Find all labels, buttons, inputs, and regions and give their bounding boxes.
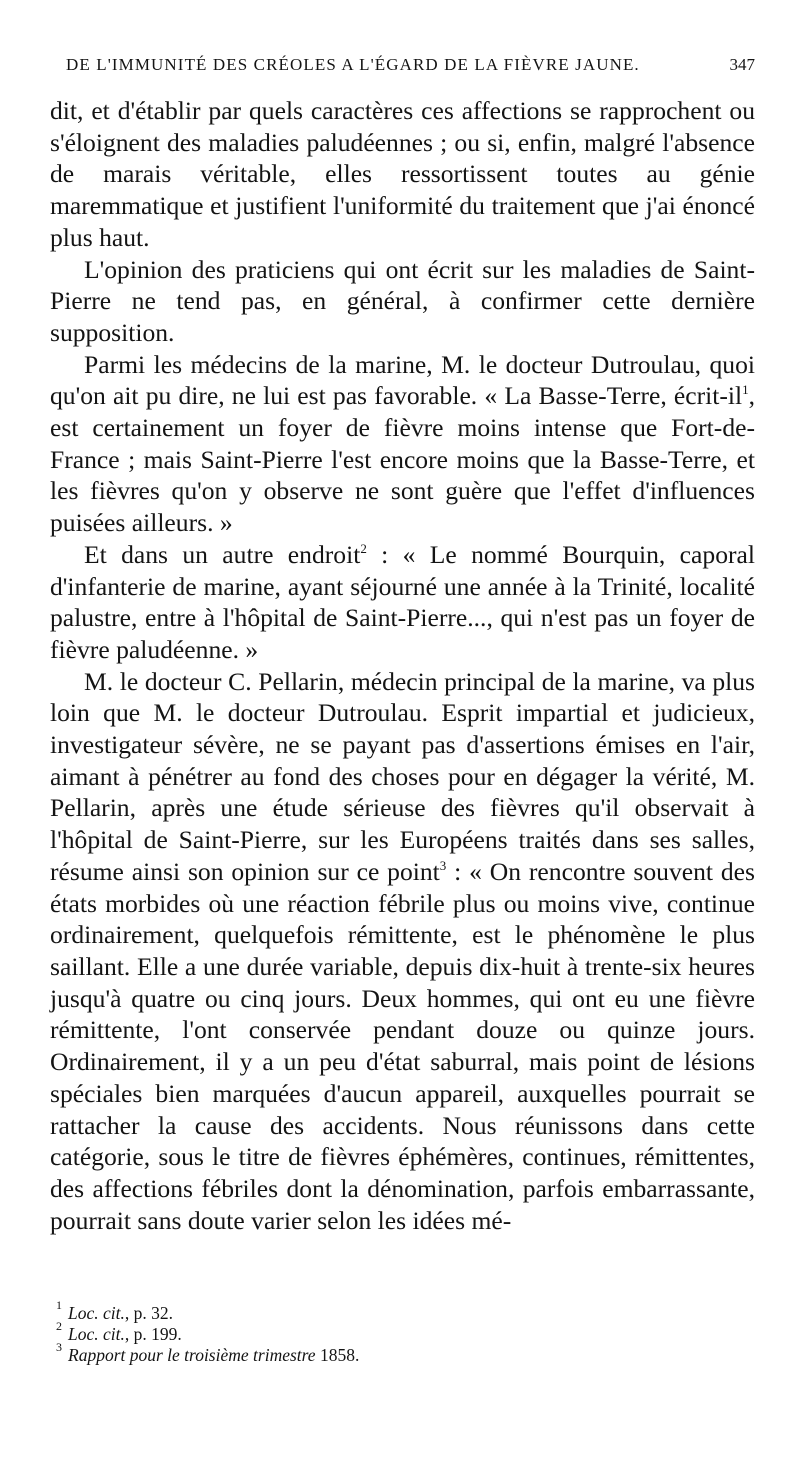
running-header — [50, 55, 755, 95]
paragraph — [50, 666, 755, 1237]
footnote — [50, 1319, 359, 1345]
footnote-source: Loc. cit. — [68, 1324, 125, 1344]
paragraph-text: Et dans un autre endroit — [84, 539, 361, 569]
footnote — [50, 1340, 360, 1366]
paragraph-text: Parmi les médecins de la marine, M. le docteur Dutroulau, quoi qu'on ait pu dire, ne lui est pas favorable. « La Basse-Terre, écrit-il — [50, 349, 755, 411]
page-number: 347 — [729, 55, 755, 74]
footnote-number: 1 — [56, 1298, 62, 1312]
footnote-ref: 3 — [439, 857, 447, 873]
paragraph-text: , est certainement un foyer de fièvre moins intense que Fort-de-France ; mais Saint-Pierre l'est encore moins que la Basse-Terre, et les fièvres qu'on y observe ne sont guère que l'effet d'influences puisées ailleurs. » — [50, 381, 755, 538]
body-text — [50, 95, 755, 1236]
footnote-page: , p. 32. — [124, 1303, 173, 1323]
paragraph-text: : « On rencontre souvent des états morbides où une réaction fébrile plus ou moins vive, continue ordinairement, quelquefois rémittente, est le phénomène le plus saillant. Elle a une durée variable, depuis dix-huit à trente-six heures jusqu'à quatre ou cinq jours. Deux hommes, qui ont eu une fièvre rémittente, l'ont conservée pendant douze ou quinze jours. Ordinairement, il y a un peu d'état saburral, mais point de lésions spéciales bien marquées d'aucun appareil, auxquelles pourrait se rattacher la cause des accidents. Nous réunissons dans cette catégorie, sous le titre de fièvres éphémères, continues, rémittentes, des affections fébriles dont la dénomination, parfois embarrassante, pourrait sans doute varier selon les idées mé- — [50, 856, 755, 1235]
footnote-source: Rapport pour le troisième trimestre — [68, 1345, 316, 1365]
footnote-text — [68, 1303, 173, 1324]
paragraph — [50, 254, 755, 349]
paragraph — [50, 95, 755, 254]
footnote-page: 1858. — [315, 1345, 360, 1365]
paragraph-text: : « Le nommé Bourquin, caporal d'infanterie de marine, ayant séjourné une année à la Trinité, localité palustre, entre à l'hôpital de Saint-Pierre..., qui n'est pas un foyer de fièvre paludéenne. » — [50, 539, 755, 664]
footnote-number: 2 — [56, 1319, 62, 1333]
paragraph — [50, 349, 755, 539]
footnote-page: , p. 199. — [124, 1324, 182, 1344]
footnote-source: Loc. cit. — [68, 1303, 125, 1323]
footnote-number: 3 — [56, 1340, 62, 1354]
footnote-text — [68, 1345, 359, 1366]
footnote-ref: 2 — [360, 540, 367, 556]
footnote-ref: 1 — [742, 382, 749, 398]
book-page — [50, 55, 755, 1365]
paragraph-text: L'opinion des praticiens qui ont écrit sur les maladies de Saint-Pierre ne tend pas, en général, à confirmer cette dernière supposition. — [50, 254, 755, 347]
footnote — [50, 1298, 359, 1324]
running-title: DE L'IMMUNITÉ DES CRÉOLES A L'ÉGARD DE LA FIÈVRE JAUNE. — [66, 55, 640, 74]
footnote-text — [68, 1324, 182, 1345]
paragraph-text: dit, et d'établir par quels caractères ces affections se rapprochent ou s'éloignent des maladies paludéennes ; ou si, enfin, malgré l'absence de marais véritable, elles ressortissent toutes au génie maremmatique et justifient l'uniformité du traitement que j'ai énoncé plus haut. — [50, 96, 755, 252]
paragraph — [50, 539, 755, 666]
paragraph-text: M. le docteur C. Pellarin, médecin principal de la marine, va plus loin que M. le docteur Dutroulau. Esprit impartial et judicieux, investigateur sévère, ne se payant pas d'assertions émises en l'air, aimant à pénétrer au fond des choses pour en dégager la vérité, M. Pellarin, après une étude sérieuse des fièvres qu'il observait à l'hôpital de Saint-Pierre, sur les Européens traités dans ses salles, résume ainsi son opinion sur ce point — [50, 666, 755, 886]
footnotes — [50, 1298, 360, 1366]
